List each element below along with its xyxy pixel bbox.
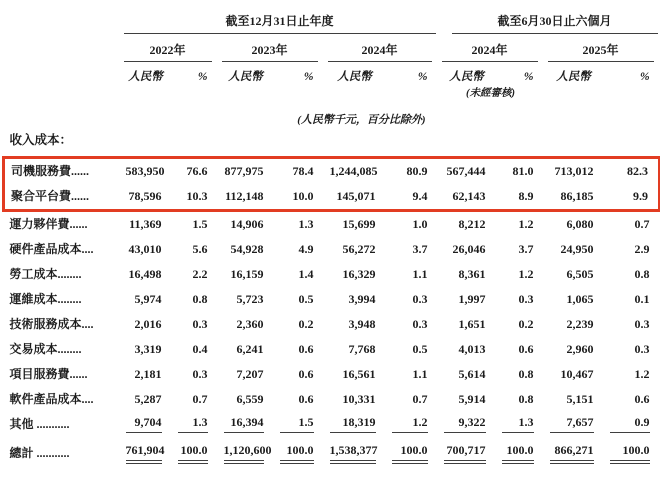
cell-value: 145,071	[324, 184, 386, 211]
unit-note: (人民幣千元，百分比除外)	[297, 113, 426, 126]
percent-header: %	[417, 71, 428, 84]
cost-item-row	[4, 312, 660, 337]
cell-value: 2.2	[192, 266, 208, 281]
cell-value: 1.3	[172, 412, 218, 437]
cell-value: 7,657	[544, 412, 604, 437]
cost-item-row	[4, 158, 660, 185]
cell-value: 62,143	[438, 184, 496, 211]
cell-value: 9.4	[386, 184, 438, 211]
cell-value: 0.9	[604, 412, 660, 437]
cost-of-revenue-table	[2, 8, 660, 471]
row-label: 總計 ...........	[9, 446, 70, 461]
cell-value: 10,467	[560, 366, 594, 381]
cell-value: 24,950	[560, 241, 594, 256]
cell-value: 0.8	[518, 366, 534, 381]
row-label: 運力夥伴費......	[9, 216, 88, 231]
cell-value: 1.2	[518, 266, 534, 281]
cell-value: 2,016	[134, 316, 162, 331]
row-label: 勞工成本........	[9, 266, 82, 281]
cell-value: 100.0	[274, 437, 324, 471]
cell-value: 1,651	[458, 316, 486, 331]
cell-value: 700,717	[438, 437, 496, 471]
row-label: 交易成本........	[9, 341, 82, 356]
cell-value: 11,369	[129, 216, 162, 231]
cell-value: 1,120,600	[218, 437, 274, 471]
cell-value: 567,444	[438, 158, 496, 185]
cell-value: 6,559	[236, 391, 264, 406]
cell-value: 0.3	[412, 291, 428, 306]
cell-value: 0.1	[634, 291, 650, 306]
cell-value: 1.1	[412, 266, 428, 281]
cell-value: 1.5	[192, 216, 208, 231]
cell-value: 5,287	[134, 391, 162, 406]
percent-header: %	[197, 71, 208, 84]
cell-value: 1.1	[412, 366, 428, 381]
label-column-spacer	[4, 34, 120, 62]
cost-item-row	[4, 262, 660, 287]
cell-value: 10.3	[172, 184, 218, 211]
cell-value: 0.2	[518, 316, 534, 331]
cell-value: 761,904	[120, 437, 172, 471]
cell-value: 0.4	[192, 341, 208, 356]
unit-note-row	[4, 100, 660, 126]
cell-value: 0.7	[412, 391, 428, 406]
period-group-header-row	[4, 8, 660, 34]
year-2024-header: 2024年	[324, 34, 438, 62]
cell-value: 4,013	[458, 341, 486, 356]
cell-value: 2,181	[134, 366, 162, 381]
cell-value: 80.9	[386, 158, 438, 185]
annual-period-header	[120, 8, 438, 34]
cell-value: 0.3	[634, 316, 650, 331]
cell-value: 100.0	[496, 437, 544, 471]
cell-value: 56,272	[342, 241, 376, 256]
cell-value: 2,239	[566, 316, 594, 331]
cell-value: 5,614	[458, 366, 486, 381]
cell-value: 43,010	[128, 241, 162, 256]
rmb-header: 人民幣	[556, 71, 591, 84]
cell-value: 16,394	[218, 412, 274, 437]
cell-value: 0.6	[518, 341, 534, 356]
cell-value: 4.9	[298, 241, 314, 256]
cell-value: 16,159	[230, 266, 264, 281]
cost-item-row	[4, 412, 660, 437]
row-label: 司機服務費......	[4, 158, 120, 185]
cell-value: 81.0	[496, 158, 544, 185]
unaudited-note-row	[4, 84, 660, 100]
cell-value: 112,148	[218, 184, 274, 211]
interim-period-label: 截至6月30日止六個月	[452, 15, 658, 34]
cell-value: 1.2	[634, 366, 650, 381]
cell-value: 5,914	[458, 391, 486, 406]
cell-value: 0.5	[412, 341, 428, 356]
cell-value: 0.3	[634, 341, 650, 356]
cell-value: 0.5	[298, 291, 314, 306]
unaudited-note: (未經審核)	[466, 88, 516, 100]
cell-value: 15,699	[342, 216, 376, 231]
cell-value: 6,080	[566, 216, 594, 231]
cell-value: 82.3	[604, 158, 660, 185]
label-column-spacer	[4, 62, 120, 84]
cost-item-row	[4, 211, 660, 238]
cell-value: 1.4	[298, 266, 314, 281]
cell-value: 78,596	[120, 184, 172, 211]
cell-value: 10,331	[342, 391, 376, 406]
cell-value: 1,997	[458, 291, 486, 306]
cell-value: 1.3	[496, 412, 544, 437]
section-label: 收入成本：	[9, 133, 73, 148]
cell-value: 18,319	[324, 412, 386, 437]
rmb-header: 人民幣	[228, 71, 263, 84]
cell-value: 5,974	[134, 291, 162, 306]
cost-item-row	[4, 337, 660, 362]
year-header-row	[4, 34, 660, 62]
table-body	[4, 126, 660, 471]
cell-value: 100.0	[172, 437, 218, 471]
year-2022-header: 2022年	[120, 34, 218, 62]
cell-value: 2.9	[634, 241, 650, 256]
row-label: 項目服務費......	[9, 366, 88, 381]
cell-value: 1,065	[566, 291, 594, 306]
cell-value: 6,241	[236, 341, 264, 356]
cell-value: 0.3	[412, 316, 428, 331]
cell-value: 16,329	[342, 266, 376, 281]
cell-value: 78.4	[274, 158, 324, 185]
currency-percent-header-row	[4, 62, 660, 84]
cell-value: 0.8	[634, 266, 650, 281]
cell-value: 3.7	[412, 241, 428, 256]
cell-value: 2,960	[566, 341, 594, 356]
cell-value: 1.5	[274, 412, 324, 437]
cell-value: 100.0	[386, 437, 438, 471]
cell-value: 8,212	[458, 216, 486, 231]
row-label: 其他 ...........	[9, 416, 70, 431]
cell-value: 0.6	[298, 341, 314, 356]
interim-period-header	[438, 8, 660, 34]
cell-value: 0.3	[518, 291, 534, 306]
cost-item-row	[4, 362, 660, 387]
cell-value: 9,322	[438, 412, 496, 437]
row-label: 運維成本........	[9, 291, 82, 306]
cell-value: 8,361	[458, 266, 486, 281]
cell-value: 0.3	[192, 366, 208, 381]
cell-value: 1.3	[298, 216, 314, 231]
cell-value: 14,906	[230, 216, 264, 231]
cell-value: 0.7	[192, 391, 208, 406]
section-header-row	[4, 126, 660, 158]
cell-value: 6,505	[566, 266, 594, 281]
cell-value: 0.8	[192, 291, 208, 306]
percent-header: %	[523, 71, 534, 84]
rmb-header: 人民幣	[337, 71, 372, 84]
cell-value: 3,994	[348, 291, 376, 306]
cell-value: 0.6	[298, 391, 314, 406]
cell-value: 76.6	[172, 158, 218, 185]
cost-item-row	[4, 237, 660, 262]
cell-value: 1.2	[386, 412, 438, 437]
cell-value: 16,498	[128, 266, 162, 281]
cell-value: 866,271	[544, 437, 604, 471]
cell-value: 0.8	[518, 391, 534, 406]
annual-period-label: 截至12月31日止年度	[124, 15, 436, 34]
cell-value: 5.6	[192, 241, 208, 256]
cell-value: 9,704	[120, 412, 172, 437]
cell-value: 5,151	[566, 391, 594, 406]
cell-value: 0.7	[634, 216, 650, 231]
percent-header: %	[303, 71, 314, 84]
cell-value: 0.6	[634, 391, 650, 406]
rmb-header: 人民幣	[128, 71, 163, 84]
cell-value: 1,244,085	[324, 158, 386, 185]
cell-value: 583,950	[120, 158, 172, 185]
cell-value: 5,723	[236, 291, 264, 306]
cell-value: 3.7	[518, 241, 534, 256]
cell-value: 0.2	[298, 316, 314, 331]
cell-value: 0.6	[298, 366, 314, 381]
cell-value: 86,185	[544, 184, 604, 211]
percent-header: %	[639, 71, 650, 84]
row-label: 硬件產品成本....	[9, 241, 94, 256]
cost-item-row	[4, 287, 660, 312]
cell-value: 1.0	[412, 216, 428, 231]
interim-2024-header: 2024年	[438, 34, 544, 62]
cell-value: 54,928	[230, 241, 264, 256]
cost-item-row	[4, 387, 660, 412]
label-column-spacer	[4, 8, 120, 34]
cell-value: 877,975	[218, 158, 274, 185]
cell-value: 713,012	[544, 158, 604, 185]
cell-value: 26,046	[452, 241, 486, 256]
cell-value: 8.9	[496, 184, 544, 211]
cell-value: 16,561	[342, 366, 376, 381]
cell-value: 3,319	[134, 341, 162, 356]
interim-2025-header: 2025年	[544, 34, 660, 62]
cell-value: 7,207	[236, 366, 264, 381]
cost-item-row	[4, 184, 660, 211]
cell-value: 0.3	[192, 316, 208, 331]
row-label: 聚合平台費......	[4, 184, 120, 211]
row-label: 軟件產品成本....	[9, 391, 94, 406]
cell-value: 2,360	[236, 316, 264, 331]
cell-value: 1,538,377	[324, 437, 386, 471]
cell-value: 3,948	[348, 316, 376, 331]
cell-value: 10.0	[274, 184, 324, 211]
row-label: 技術服務成本....	[9, 316, 94, 331]
year-2023-header: 2023年	[218, 34, 324, 62]
rmb-header: 人民幣	[449, 71, 484, 84]
cell-value: 9.9	[604, 184, 660, 211]
total-row	[4, 437, 660, 471]
cell-value: 7,768	[348, 341, 376, 356]
cell-value: 1.2	[518, 216, 534, 231]
cell-value: 100.0	[604, 437, 660, 471]
